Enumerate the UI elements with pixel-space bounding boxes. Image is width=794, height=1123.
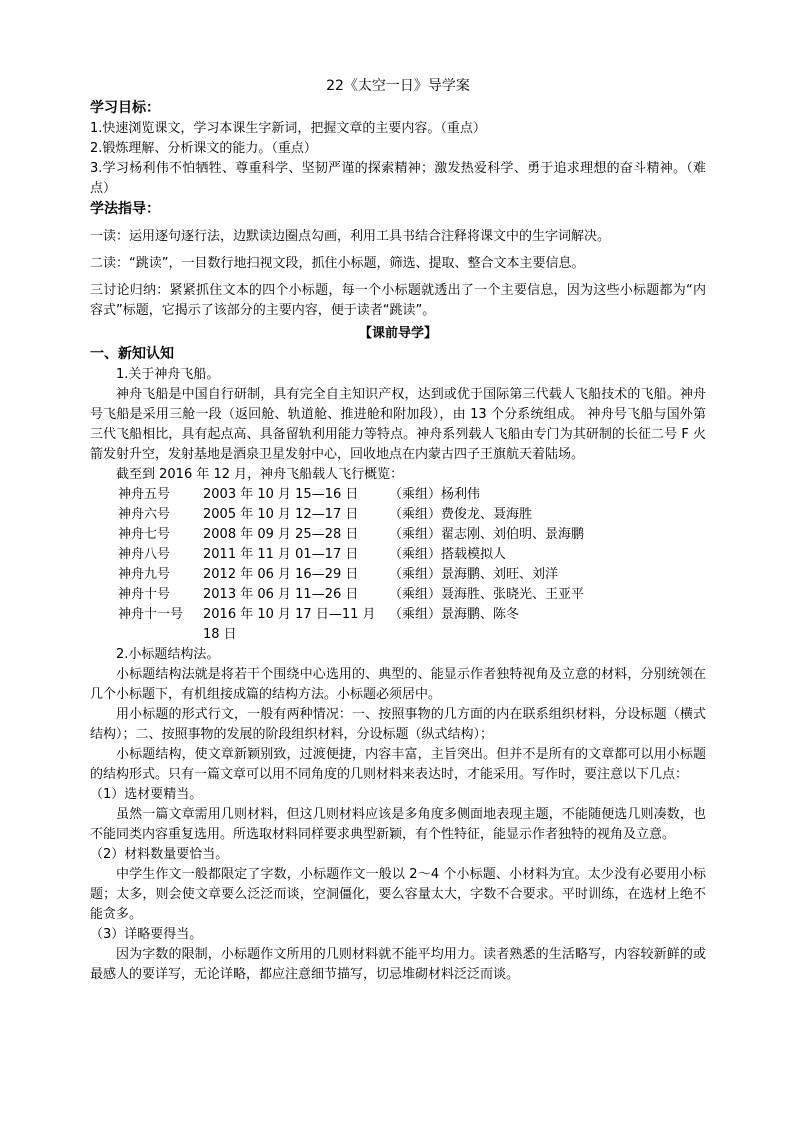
voyage-row: [90, 565, 706, 585]
point-heading: （1）选材要精当。: [90, 787, 203, 802]
preview-banner: 【课前导学】: [358, 326, 437, 341]
document-page: [90, 74, 706, 985]
section-heading: 一、新知认知: [90, 346, 174, 362]
paragraph: 小标题结构法就是将若干个围绕中心选用的、典型的、能显示作者独特视角及立意的材料，分别统领在几个小标题下，有机组接成篇的结构方法。小标题必须居中。: [90, 667, 706, 702]
voyage-row: [90, 605, 706, 645]
method-heading: 学法指导：: [90, 201, 160, 217]
voyage-date: 2011 年 11 月 01—17 日: [203, 547, 359, 562]
voyage-name: 神舟十号: [118, 587, 171, 602]
voyage-list: [90, 485, 706, 645]
voyage-date: 2013 年 06 月 11—26 日: [203, 587, 359, 602]
shenzhou-paragraph: 神舟飞船是中国自行研制，具有完全自主知识产权，达到或优于国际第三代载人飞船技术的飞船。神舟号飞船是采用三舱一段（返回舱、轨道舱、推进舱和附加段），由 13 个分系统组成。 神舟号飞船与国外第三代飞船相比，具有起点高、具备留轨利用能力等特点。神舟系列载人飞船由专门为其研制的长征二号 F 火箭发射升空，发射基地是酒泉卫星发射中心，回收地点在内蒙古四子王旗航天着陆场。: [90, 387, 706, 462]
goal-item: 1.快速浏览课文，学习本课生字新词，把握文章的主要内容。（重点）: [90, 121, 486, 136]
paragraph: 用小标题的形式行文，一般有两种情况：一、按照事物的几方面的内在联系组织材料，分设标题（横式结构）；二、按照事物的发展的阶段组织材料，分设标题（纵式结构）；: [90, 707, 706, 742]
voyage-date: 2003 年 10 月 15—16 日: [203, 487, 359, 502]
voyage-crew: （乘组）费俊龙、聂海胜: [389, 507, 533, 522]
point-heading: （2）材料数量要恰当。: [90, 847, 229, 862]
voyage-date: 2016 年 10 月 17 日—11 月 18 日: [203, 607, 376, 642]
paragraph: 小标题结构，使文章新颖别致，过渡便捷，内容丰富，主旨突出。但并不是所有的文章都可以用小标题的结构形式。只有一篇文章可以用不同角度的几则材料来表达时，才能采用。写作时，要注意以下几点：: [90, 747, 706, 782]
goals-heading: 学习目标：: [90, 100, 160, 116]
point-text: 虽然一篇文章需用几则材料，但这几则材料应该是多角度多侧面地表现主题，不能随便选几则凑数，也不能同类内容重复选用。所选取材料同样要求典型新颖，有个性特征，能显示作者独特的视角及立意。: [90, 807, 706, 842]
method-item: 三讨论归纳：紧紧抓住文本的四个小标题，每一个小标题就透出了一个主要信息，因为这些小标题都为“内容式”标题，它揭示了该部分的主要内容，便于读者“跳读”。: [90, 283, 706, 318]
voyage-crew: （乘组）景海鹏、陈冬: [389, 607, 520, 622]
subsection-heading: 2.小标题结构法。: [116, 647, 220, 662]
goal-item: 3.学习杨利伟不怕牺牲、尊重科学、坚韧严谨的探索精神；激发热爱科学、勇于追求理想的奋斗精神。（难点）: [90, 161, 706, 196]
voyage-crew: （乘组）杨利伟: [389, 487, 481, 502]
voyage-row: [90, 545, 706, 565]
voyage-name: 神舟八号: [118, 547, 171, 562]
point-text: 中学生作文一般都限定了字数，小标题作文一般以 2～4 个小标题、小材料为宜。太少没有必要用小标题；太多，则会使文章要么泛泛而谈，空洞僵化，要么容量太大，字数不合要求。平时训练，在选材上绝不能贪多。: [90, 867, 706, 922]
voyage-row: [90, 525, 706, 545]
voyage-date: 2008 年 09 月 25—28 日: [203, 527, 359, 542]
document-title: 22《太空一日》导学案: [326, 78, 470, 94]
voyage-row: [90, 585, 706, 605]
voyage-name: 神舟九号: [118, 567, 171, 582]
voyage-crew: （乘组）聂海胜、张晓光、王亚平: [389, 587, 585, 602]
voyage-name: 神舟十一号: [118, 607, 184, 622]
voyage-row: [90, 485, 706, 505]
voyage-name: 神舟五号: [118, 487, 171, 502]
method-item: 二读：“跳读”，一目数行地扫视文段，抓住小标题，筛选、提取、整合文本主要信息。: [90, 256, 585, 271]
voyage-crew: （乘组）景海鹏、刘旺、刘洋: [389, 567, 559, 582]
voyage-crew: （乘组）搭载模拟人: [389, 547, 507, 562]
voyage-date: 2005 年 10 月 12—17 日: [203, 507, 359, 522]
voyage-name: 神舟六号: [118, 507, 171, 522]
voyage-date: 2012 年 06 月 16—29 日: [203, 567, 359, 582]
voyage-row: [90, 505, 706, 525]
voyage-name: 神舟七号: [118, 527, 171, 542]
voyage-intro: 截至到 2016 年 12 月，神舟飞船载人飞行概览：: [116, 467, 404, 482]
goal-item: 2.锻炼理解、分析课文的能力。（重点）: [90, 141, 317, 156]
point-text: 因为字数的限制，小标题作文所用的几则材料就不能平均用力。读者熟悉的生活略写，内容较新鲜的或最感人的要详写，无论详略，都应注意细节描写，切忌堆砌材料泛泛而谈。: [90, 947, 706, 982]
subsection-heading: 1.关于神舟飞船。: [116, 367, 220, 382]
point-heading: （3）详略要得当。: [90, 927, 203, 942]
voyage-crew: （乘组）翟志刚、刘伯明、景海鹏: [389, 527, 585, 542]
method-item: 一读：运用逐句逐行法，边默读边圈点勾画，利用工具书结合注释将课文中的生字词解决。: [90, 229, 611, 244]
